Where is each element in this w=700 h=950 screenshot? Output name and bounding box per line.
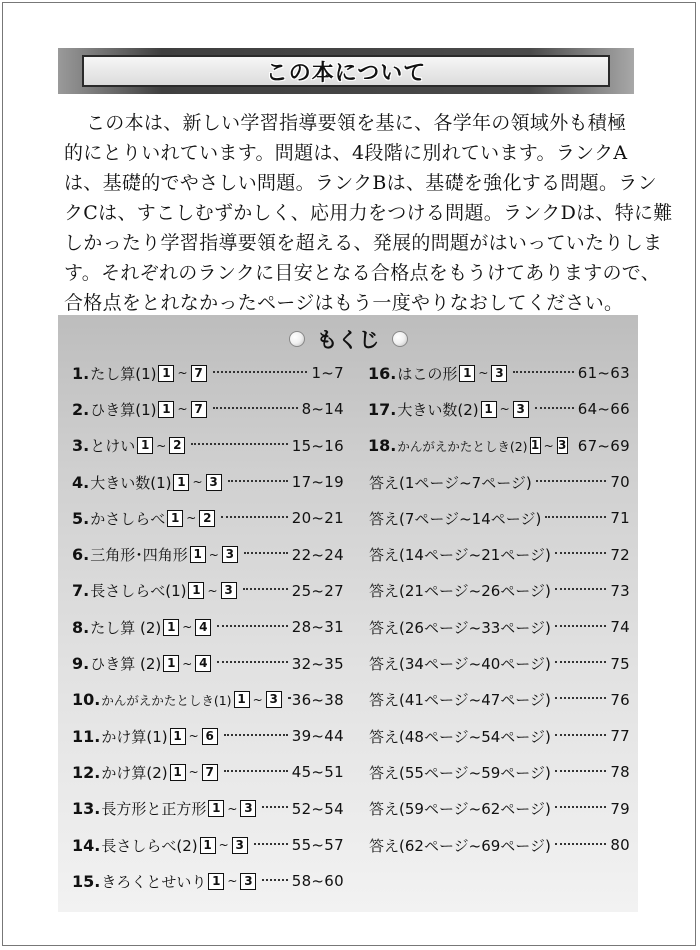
entry-number: 14. <box>72 835 101 855</box>
leader-dots <box>213 407 298 409</box>
intro-line: クCは、すこしむずかしく、応用力をつける問題。ランクDは、特に難 <box>64 202 673 224</box>
leader-dots <box>555 661 606 663</box>
leader-dots <box>555 697 606 699</box>
leader-dots <box>513 371 573 373</box>
entry-pages: 71 <box>610 509 630 528</box>
leader-dots <box>254 843 288 845</box>
range-end-box: 2 <box>169 437 185 454</box>
range-tilde: ~ <box>177 402 188 417</box>
entry-pages: 1~7 <box>311 364 344 383</box>
entry-pages: 36~38 <box>291 690 344 709</box>
leader-dots <box>555 843 606 845</box>
intro-line: 的にとりいれています。問題は、4段階に別れています。ランクA <box>64 142 628 164</box>
entry-label: 答え(1ページ~7ページ) <box>369 473 532 492</box>
range-start-box: 1 <box>190 546 206 563</box>
range-end-box: 3 <box>240 800 256 817</box>
entry-label: かんがえかたとしき(2) <box>397 438 528 454</box>
range-start-box: 1 <box>158 401 174 418</box>
entry-label: かさしらべ <box>90 509 166 528</box>
range-tilde: ~ <box>218 838 229 852</box>
range-tilde: ~ <box>182 620 193 635</box>
leader-dots <box>244 552 288 554</box>
range-end-box: 3 <box>206 474 222 491</box>
intro-line: この本は、新しい学習指導要領を基に、各学年の領域外も積極 <box>86 112 627 134</box>
range-end-box: 3 <box>266 691 282 708</box>
page-title: この本について <box>265 60 427 86</box>
entry-pages: 67~69 <box>577 436 630 455</box>
entry-number: 11. <box>72 726 101 746</box>
range-tilde: ~ <box>182 656 193 671</box>
range-start-box: 1 <box>459 365 475 382</box>
range-start-box: 1 <box>188 582 204 599</box>
toc-entry[interactable] <box>72 428 344 464</box>
range-end-box: 6 <box>202 728 218 745</box>
entry-label: 長さしらべ(2) <box>101 836 198 855</box>
entry-pages: 22~24 <box>291 545 344 564</box>
leader-dots <box>243 588 288 590</box>
entry-pages: 78 <box>610 763 630 782</box>
range-end-box: 3 <box>221 582 237 599</box>
entry-pages: 25~27 <box>291 581 344 600</box>
leader-dots <box>555 734 606 736</box>
title-banner <box>58 48 634 94</box>
entry-label: かけ算(2) <box>101 763 168 782</box>
entry-pages: 20~21 <box>291 509 344 528</box>
entry-label: たし算 (2) <box>90 618 162 637</box>
entry-pages: 28~31 <box>291 618 344 637</box>
entry-pages: 52~54 <box>291 799 344 818</box>
range-end-box: 3 <box>491 365 507 382</box>
entry-number: 8. <box>72 617 90 637</box>
entry-label: 答え(55ページ~59ページ) <box>369 763 551 782</box>
range-start-box: 1 <box>158 365 174 382</box>
entry-number: 9. <box>72 654 90 674</box>
range-start-box: 1 <box>170 764 186 781</box>
bullet-icon <box>289 331 305 347</box>
toc-entry[interactable] <box>72 718 344 754</box>
entry-number: 7. <box>72 581 90 601</box>
leader-dots <box>224 770 288 772</box>
entry-label: 答え(7ページ~14ページ) <box>369 509 542 528</box>
toc-entry[interactable] <box>368 355 630 391</box>
entry-pages: 64~66 <box>577 400 630 419</box>
entry-label: 答え(62ページ~69ページ) <box>369 836 551 855</box>
entry-pages: 73 <box>610 581 630 600</box>
toc-entry[interactable] <box>72 391 344 427</box>
title-box <box>82 55 610 87</box>
toc-panel <box>58 315 638 912</box>
range-tilde: ~ <box>192 475 203 490</box>
range-start-box: 1 <box>481 401 497 418</box>
toc-entry[interactable] <box>72 645 344 681</box>
entry-pages: 75 <box>610 654 630 673</box>
range-start-box: 1 <box>234 691 250 708</box>
range-start-box: 1 <box>173 474 189 491</box>
entry-label: 答え(26ページ~33ページ) <box>369 618 551 637</box>
leader-dots <box>555 770 606 772</box>
entry-pages: 77 <box>610 727 630 746</box>
entry-pages: 76 <box>610 690 630 709</box>
entry-label: 答え(48ページ~54ページ) <box>369 727 551 746</box>
range-end-box: 3 <box>513 401 529 418</box>
range-tilde: ~ <box>186 511 197 526</box>
entry-number: 2. <box>72 399 90 419</box>
entry-label: ひき算(1) <box>90 400 157 419</box>
entry-label: 答え(34ページ~40ページ) <box>369 655 551 674</box>
range-end-box: 3 <box>222 546 238 563</box>
entry-label: とけい <box>90 437 136 456</box>
entry-label: 大きい数(2) <box>397 400 479 419</box>
toc-entry[interactable] <box>72 863 344 899</box>
entry-pages: 39~44 <box>291 727 344 746</box>
entry-label: 答え(14ページ~21ページ) <box>369 546 551 565</box>
toc-entry[interactable] <box>72 682 344 718</box>
leader-dots <box>535 407 574 409</box>
leader-dots <box>228 480 288 482</box>
range-end-box: 3 <box>232 837 248 854</box>
entry-label: 長さしらべ(1) <box>90 582 187 601</box>
toc-entry[interactable] <box>72 609 344 645</box>
range-tilde: ~ <box>543 438 554 453</box>
entry-label: きろくとせいり <box>101 872 207 891</box>
leader-dots <box>536 480 607 482</box>
range-end-box: 7 <box>202 764 218 781</box>
leader-dots <box>224 734 288 736</box>
entry-number: 5. <box>72 508 90 528</box>
range-end-box: 3 <box>240 873 256 890</box>
range-start-box: 1 <box>163 619 179 636</box>
range-start-box: 1 <box>200 837 216 854</box>
entry-pages: 32~35 <box>291 654 344 673</box>
toc-entry[interactable] <box>72 536 344 572</box>
entry-number: 12. <box>72 762 101 782</box>
intro-line: す。それぞれのランクに目安となる合格点をもうけてありますので、 <box>64 262 661 284</box>
entry-label: たし算(1) <box>90 364 157 383</box>
entry-label: 大きい数(1) <box>90 473 172 492</box>
range-tilde: ~ <box>156 438 167 453</box>
entry-pages: 72 <box>610 545 630 564</box>
toc-entry[interactable] <box>368 645 630 681</box>
entry-label: 答え(59ページ~62ページ) <box>369 800 551 819</box>
toc-entry[interactable] <box>368 500 630 536</box>
range-tilde: ~ <box>252 692 263 707</box>
intro-paragraph <box>64 108 673 318</box>
leader-dots <box>555 806 606 808</box>
range-start-box: 1 <box>170 728 186 745</box>
entry-number: 1. <box>72 363 90 383</box>
range-tilde: ~ <box>208 547 219 562</box>
intro-line: は、基礎的でやさしい問題。ランクBは、基礎を強化する問題。ラン <box>64 172 657 194</box>
range-start-box: 1 <box>530 438 540 453</box>
leader-dots <box>262 806 287 808</box>
entry-label: 三角形･四角形 <box>90 546 188 565</box>
entry-pages: 8~14 <box>301 400 344 419</box>
entry-number: 3. <box>72 436 90 456</box>
range-start-box: 1 <box>208 800 224 817</box>
range-start-box: 1 <box>137 437 153 454</box>
entry-label: はこの形 <box>397 364 458 383</box>
toc-title: もくじ <box>316 328 380 352</box>
entry-number: 10. <box>72 690 101 710</box>
toc-entry[interactable] <box>368 573 630 609</box>
range-tilde: ~ <box>177 366 188 381</box>
range-tilde: ~ <box>499 402 510 417</box>
intro-line: しかったり学習指導要領を超える、発展的問題がはいっていたりしま <box>64 232 663 254</box>
toc-entry[interactable] <box>368 791 630 827</box>
leader-dots <box>213 371 308 373</box>
leader-dots <box>217 625 287 627</box>
entry-number: 6. <box>72 545 90 565</box>
entry-number: 16. <box>368 363 397 383</box>
leader-dots <box>555 588 606 590</box>
entry-number: 13. <box>72 799 101 819</box>
entry-label: 答え(41ページ~47ページ) <box>369 691 551 710</box>
toc-entry[interactable] <box>72 791 344 827</box>
entry-number: 4. <box>72 472 90 492</box>
range-tilde: ~ <box>188 729 199 744</box>
toc-entry[interactable] <box>72 754 344 790</box>
entry-number: 17. <box>368 399 397 419</box>
range-tilde: ~ <box>227 874 238 889</box>
entry-number: 18. <box>368 436 397 456</box>
range-end-box: 7 <box>191 365 207 382</box>
entry-pages: 61~63 <box>577 364 630 383</box>
toc-entry[interactable] <box>72 573 344 609</box>
range-end-box: 7 <box>191 401 207 418</box>
entry-number: 15. <box>72 871 101 891</box>
range-end-box: 2 <box>199 510 215 527</box>
toc-entry[interactable] <box>368 682 630 718</box>
toc-entry[interactable] <box>368 827 630 863</box>
intro-line: 合格点をとれなかったページはもう一度やりなおしてください。 <box>64 292 624 314</box>
range-end-box: 3 <box>558 438 567 453</box>
range-end-box: 4 <box>195 655 211 672</box>
range-tilde: ~ <box>188 765 199 780</box>
entry-pages: 17~19 <box>291 473 344 492</box>
toc-entry[interactable] <box>368 391 630 427</box>
range-tilde: ~ <box>207 583 218 598</box>
leader-dots <box>221 516 287 518</box>
toc-entry[interactable] <box>72 500 344 536</box>
leader-dots <box>555 552 606 554</box>
entry-label: かんがえかたとしき(1) <box>101 692 232 708</box>
entry-label: ひき算 (2) <box>90 655 162 674</box>
entry-pages: 74 <box>610 618 630 637</box>
toc-entry[interactable] <box>368 536 630 572</box>
toc-column-right <box>368 355 630 863</box>
leader-dots <box>262 879 287 881</box>
toc-entry[interactable] <box>368 754 630 790</box>
toc-entry[interactable] <box>368 428 630 464</box>
range-tilde: ~ <box>478 366 489 381</box>
leader-dots <box>555 625 606 627</box>
range-tilde: ~ <box>227 801 238 816</box>
leader-dots <box>545 516 606 518</box>
toc-heading <box>58 321 638 357</box>
toc-entry[interactable] <box>368 609 630 645</box>
entry-pages: 45~51 <box>291 763 344 782</box>
entry-pages: 58~60 <box>291 872 344 891</box>
toc-entry[interactable] <box>72 464 344 500</box>
toc-column-left <box>72 355 344 899</box>
entry-pages: 79 <box>610 799 630 818</box>
entry-pages: 70 <box>610 473 630 492</box>
leader-dots <box>191 443 287 445</box>
range-start-box: 1 <box>167 510 183 527</box>
range-start-box: 1 <box>163 655 179 672</box>
entry-label: 長方形と正方形 <box>101 800 207 819</box>
toc-entry[interactable] <box>368 464 630 500</box>
entry-pages: 15~16 <box>291 436 344 455</box>
toc-entry[interactable] <box>368 718 630 754</box>
entry-label: かけ算(1) <box>101 727 168 746</box>
bullet-icon <box>392 331 408 347</box>
range-start-box: 1 <box>208 873 224 890</box>
entry-pages: 80 <box>610 836 630 854</box>
entry-label: 答え(21ページ~26ページ) <box>369 582 551 601</box>
entry-pages: 55~57 <box>291 836 344 854</box>
toc-entry[interactable] <box>72 355 344 391</box>
range-end-box: 4 <box>195 619 211 636</box>
toc-entry[interactable] <box>72 827 344 863</box>
leader-dots <box>217 661 287 663</box>
